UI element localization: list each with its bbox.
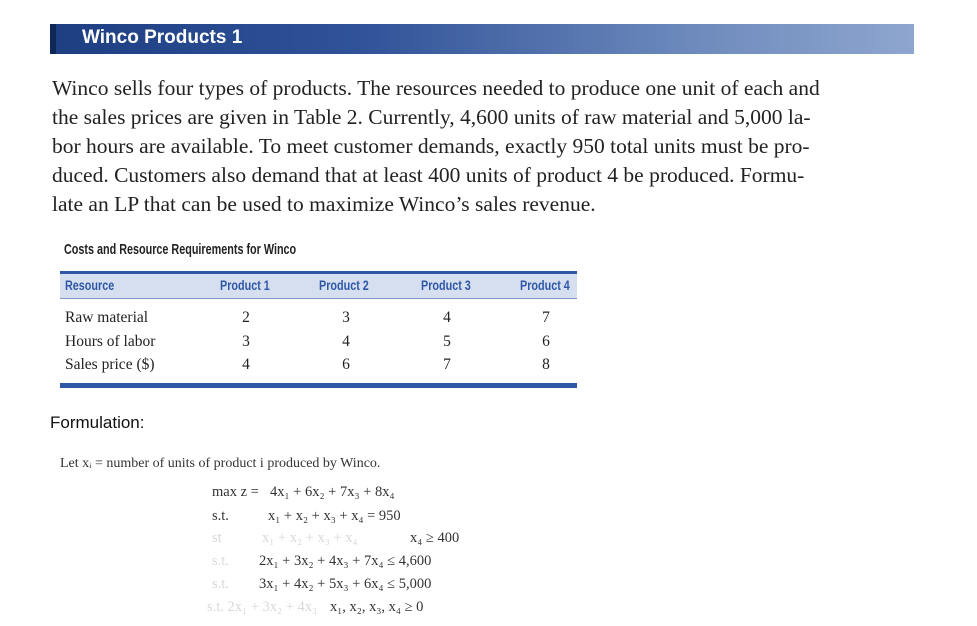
- header-product-1: Product 1: [220, 278, 270, 293]
- faded-ghost-text: x₁ + x₂ + x₃ + x₄: [262, 530, 358, 546]
- resource-table: [60, 271, 577, 389]
- constraint-total-units: x₁ + x₂ + x₃ + x₄ = 950: [268, 508, 401, 524]
- section-title: Winco Products 1: [82, 27, 243, 48]
- row-label: Raw material: [65, 309, 149, 326]
- variable-definition: Let xᵢ = number of units of product i produced by Winco.: [60, 456, 381, 471]
- row-label: Sales price ($): [65, 356, 155, 373]
- problem-line: bor hours are available. To meet customer demands, exactly 950 total units must be pro-: [52, 134, 810, 158]
- table-cell: 3: [242, 333, 250, 350]
- table-cell: 3: [342, 309, 350, 326]
- problem-line: the sales prices are given in Table 2. Currently, 4,600 units of raw material and 5,000 la-: [52, 105, 811, 129]
- constraint-nonnegativity: x₁, x₂, x₃, x₄ ≥ 0: [330, 599, 424, 615]
- table-cell: 4: [342, 333, 350, 350]
- faded-ghost-text: s.t. 2x₁ + 3x₂ + 4x₃: [207, 599, 318, 615]
- faded-margin-mark: s.t.: [212, 576, 229, 592]
- table-cell: 7: [542, 309, 550, 326]
- subject-to-label: s.t.: [212, 508, 229, 524]
- table-cell: 4: [242, 356, 250, 373]
- table-cell: 8: [542, 356, 550, 373]
- table-cell: 4: [443, 309, 451, 326]
- constraint-labor-hours: 3x₁ + 4x₂ + 5x₃ + 6x₄ ≤ 5,000: [259, 576, 432, 592]
- header-product-3: Product 3: [421, 278, 471, 293]
- faded-margin-mark: st: [212, 530, 222, 546]
- problem-line: Winco sells four types of products. The resources needed to produce one unit of each and: [52, 76, 820, 100]
- table-header: [60, 271, 577, 299]
- table-bottom-rule: [60, 383, 577, 388]
- table-cell: 2: [242, 309, 250, 326]
- table-cell: 6: [542, 333, 550, 350]
- constraint-raw-material: 2x₁ + 3x₂ + 4x₃ + 7x₄ ≤ 4,600: [259, 553, 432, 569]
- objective-label: max z =: [212, 484, 259, 500]
- header-product-2: Product 2: [319, 278, 369, 293]
- problem-line: late an LP that can be used to maximize Winco’s sales revenue.: [52, 192, 596, 216]
- problem-statement: [52, 74, 918, 219]
- row-label: Hours of labor: [65, 333, 156, 350]
- problem-line: duced. Customers also demand that at least 400 units of product 4 be produced. Formu-: [52, 163, 805, 187]
- table-cell: 7: [443, 356, 451, 373]
- table-cell: 6: [342, 356, 350, 373]
- table-cell: 5: [443, 333, 451, 350]
- table-caption: Costs and Resource Requirements for Winco: [64, 241, 297, 258]
- constraint-product-4-min: x₄ ≥ 400: [410, 530, 460, 546]
- faded-margin-mark: s.t.: [212, 553, 229, 569]
- section-banner: [50, 24, 914, 54]
- objective-function: 4x₁ + 6x₂ + 7x₃ + 8x₄: [270, 484, 395, 500]
- header-resource: Resource: [65, 278, 115, 293]
- formulation-label: Formulation:: [50, 413, 145, 432]
- header-product-4: Product 4: [520, 278, 570, 293]
